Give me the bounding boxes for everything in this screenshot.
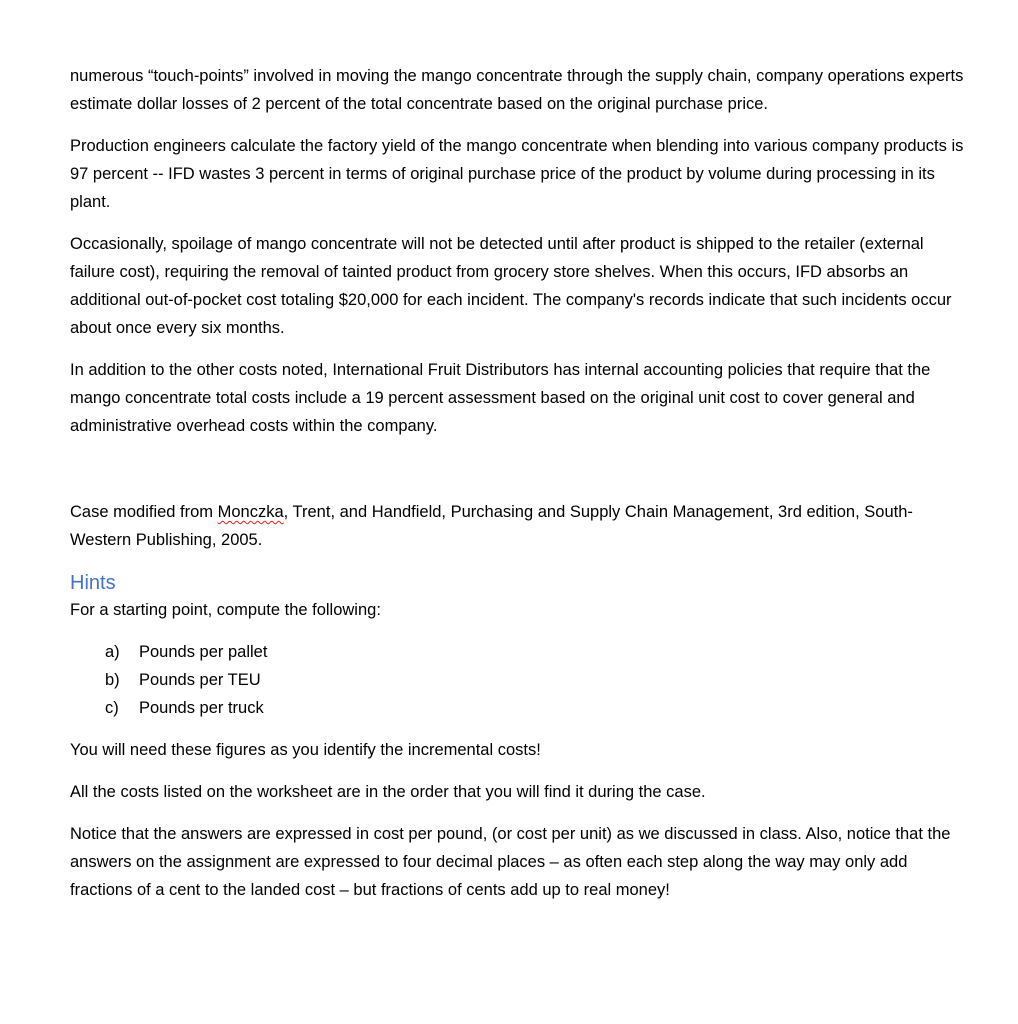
paragraph-spoilage: Occasionally, spoilage of mango concentrate will not be detected until after product is shipped to the retailer (external failure cost), requiring the removal of tainted product from grocery store shelves. When this occurs, IFD absorbs an additional out-of-pocket cost totaling $20,000 for each incident. The company's records indicate that such incidents occur about once every six months.	[70, 235, 952, 337]
list-marker: a)	[105, 643, 120, 661]
citation-flagged-word: Monczka	[217, 503, 284, 521]
list-marker: c)	[105, 699, 119, 717]
citation	[70, 498, 970, 554]
citation-prefix: Case modified from	[70, 503, 218, 521]
paragraph-incremental-costs: You will need these figures as you identify the incremental costs!	[70, 741, 541, 759]
paragraph-factory-yield: Production engineers calculate the factory yield of the mango concentrate when blending into various company products is 97 percent -- IFD wastes 3 percent in terms of original purchase price of the product by volume during processing in its plant.	[70, 137, 964, 211]
citation-suffix: , Trent, and Handfield, Purchasing and Supply Chain Management, 3rd edition, South-Western Publishing, 2005.	[70, 503, 913, 549]
hints-list	[70, 638, 970, 722]
hints-list-item	[105, 694, 970, 722]
paragraph-four-decimals: Notice that the answers are expressed in cost per pound, (or cost per unit) as we discussed in class. Also, notice that the answers on the assignment are expressed to four decimal places – as often each step along the way may only add fractions of a cent to the landed cost – but fractions of cents add up to real money!	[70, 825, 951, 899]
document-page	[70, 62, 970, 918]
list-item-text: Pounds per truck	[139, 699, 264, 717]
list-item-text: Pounds per pallet	[139, 643, 268, 661]
spacer	[70, 454, 970, 498]
hints-list-item	[105, 666, 970, 694]
hints-heading: Hints	[70, 572, 116, 594]
list-marker: b)	[105, 671, 120, 689]
hints-intro: For a starting point, compute the following:	[70, 601, 381, 619]
hints-list-item	[105, 638, 970, 666]
paragraph-overhead: In addition to the other costs noted, International Fruit Distributors has internal accounting policies that require that the mango concentrate total costs include a 19 percent assessment based on the original unit cost to cover general and administrative overhead costs within the company.	[70, 361, 931, 435]
list-item-text: Pounds per TEU	[139, 671, 261, 689]
paragraph-touch-points: numerous “touch-points” involved in moving the mango concentrate through the supply chain, company operations experts estimate dollar losses of 2 percent of the total concentrate based on the original purchase price.	[70, 67, 964, 113]
paragraph-worksheet-order: All the costs listed on the worksheet are in the order that you will find it during the case.	[70, 783, 706, 801]
